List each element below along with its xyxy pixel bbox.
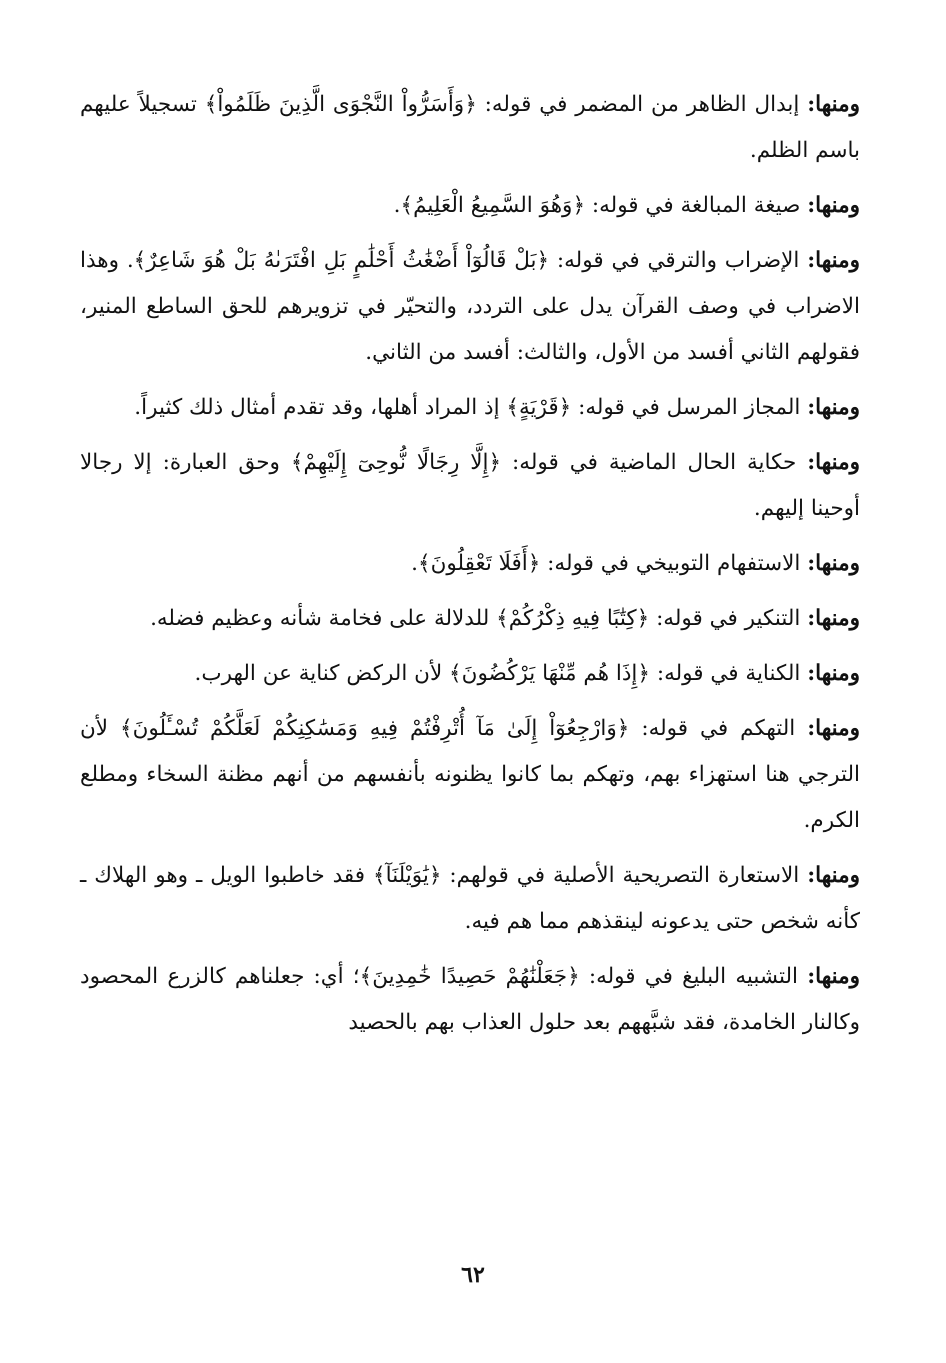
paragraph-lead: ومنها: — [807, 395, 860, 420]
paragraph-lead: ومنها: — [807, 716, 860, 741]
paragraph-lead: ومنها: — [807, 193, 860, 218]
paragraph-text: التهكم في قوله: ﴿وَارْجِعُوٓاْ إِلَىٰ مَآ أُتْرِفْتُمْ فِيهِ وَمَسَٰكِنِكُمْ لَعَلَّكُمْ تُسْـَٔلُونَ﴾ لأن الترجي هنا استهزاء بهم، وتهكم بما كانوا يظنونه بأنفسهم من أنهم مظنة السخاء ومطلع الكرم. — [80, 716, 860, 833]
paragraph-lead: ومنها: — [807, 606, 860, 631]
paragraph-text: التشبيه البليغ في قوله: ﴿جَعَلْنَٰهُمْ حَصِيدًا خَٰمِدِينَ﴾؛ أي: جعلناهم كالزرع المحصود وكالنار الخامدة، فقد شبَّههم بعد حلول العذاب بهم بالحصيد — [80, 964, 860, 1035]
paragraph-text: إبدال الظاهر من المضمر في قوله: ﴿وَأَسَرُّواْ النَّجْوَى الَّذِينَ ظَلَمُواْ﴾ تسجيلاً عليهم باسم الظلم. — [80, 92, 860, 163]
paragraph-3 — [80, 238, 860, 376]
paragraph-8 — [80, 651, 860, 697]
paragraph-2 — [80, 183, 860, 229]
paragraph-lead: ومنها: — [807, 92, 860, 117]
paragraph-lead: ومنها: — [807, 964, 860, 989]
paragraph-4 — [80, 385, 860, 431]
paragraph-text: الإضراب والترقي في قوله: ﴿بَلْ قَالُوٓاْ أَضْغَٰثُ أَحْلَٰمٍ بَلِ افْتَرَىٰهُ بَلْ هُوَ شَاعِرٌ﴾. وهذا الاضراب في وصف القرآن يدل على التردد، والتحيّر في تزويرهم للحق الساطع المنير، فقولهم الثاني أفسد من الأول، والثالث: أفسد من الثاني. — [80, 248, 860, 365]
paragraph-11 — [80, 954, 860, 1046]
paragraph-7 — [80, 596, 860, 642]
paragraph-6 — [80, 541, 860, 587]
paragraph-lead: ومنها: — [807, 248, 860, 273]
page-number: ٦٢ — [461, 1262, 485, 1288]
paragraph-5 — [80, 440, 860, 532]
paragraph-text: صيغة المبالغة في قوله: ﴿وَهُوَ السَّمِيعُ الْعَلِيمُ﴾. — [393, 193, 808, 218]
paragraph-text: حكاية الحال الماضية في قوله: ﴿إِلَّا رِجَالًا نُّوحِىٓ إِلَيْهِمْ﴾ وحق العبارة: إلا رجالا أوحينا إليهم. — [80, 450, 860, 521]
paragraph-1 — [80, 82, 860, 174]
paragraph-text: الكناية في قوله: ﴿إِذَا هُم مِّنْهَا يَرْكُضُونَ﴾ لأن الركض كناية عن الهرب. — [194, 661, 808, 686]
paragraph-text: المجاز المرسل في قوله: ﴿قَرْيَةٍ﴾ إذ المراد أهلها، وقد تقدم أمثال ذلك كثيراً. — [134, 395, 808, 420]
page-body — [80, 82, 860, 1055]
paragraph-lead: ومنها: — [807, 450, 860, 475]
paragraph-lead: ومنها: — [807, 551, 860, 576]
paragraph-lead: ومنها: — [807, 661, 860, 686]
paragraph-text: التنكير في قوله: ﴿كِتَٰبًا فِيهِ ذِكْرُكُمْ﴾ للدلالة على فخامة شأنه وعظيم فضله. — [150, 606, 808, 631]
paragraph-text: الاستعارة التصريحية الأصلية في قولهم: ﴿يَٰوَيْلَنَآ﴾ فقد خاطبوا الويل ـ وهو الهلاك ـ كأنه شخص حتى يدعونه لينقذهم مما هم فيه. — [80, 863, 860, 934]
paragraph-9 — [80, 706, 860, 844]
paragraph-lead: ومنها: — [807, 863, 860, 888]
paragraph-10 — [80, 853, 860, 945]
paragraph-text: الاستفهام التوبيخي في قوله: ﴿أَفَلَا تَعْقِلُونَ﴾. — [411, 551, 808, 576]
